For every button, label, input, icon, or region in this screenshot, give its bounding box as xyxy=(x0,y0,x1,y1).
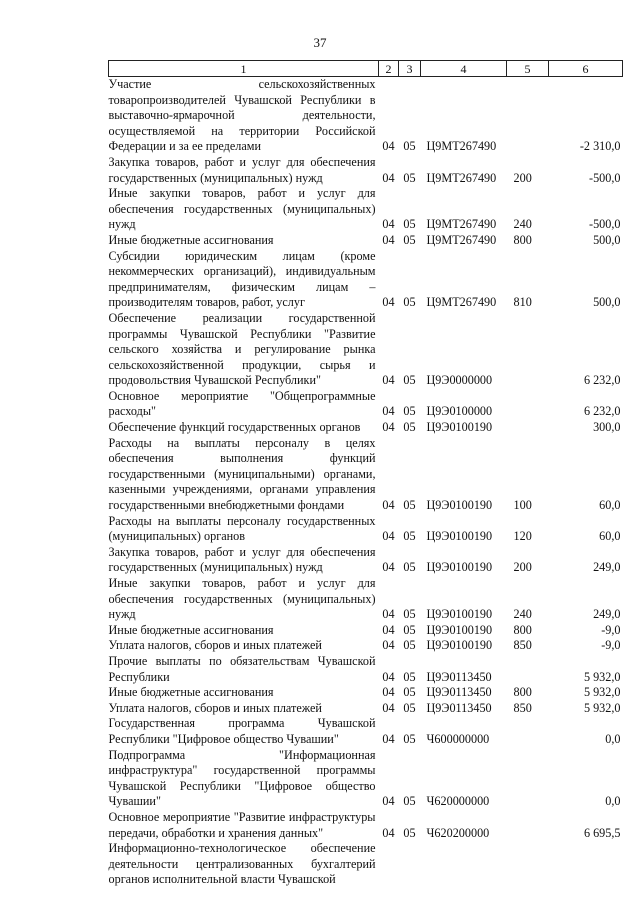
cell-sum: 500,0 xyxy=(593,295,621,310)
cell-csr: Ц9Э0100190 xyxy=(426,638,493,653)
cell-pr: 05 xyxy=(403,295,416,310)
cell-name: Субсидии юридическим лицам (кроме некоммерческих организаций), индивидуальным предпринимателям, физическим лицам – производителям товаров, работ, услуг xyxy=(108,248,376,310)
cell-sum: 5 932,0 xyxy=(583,685,621,700)
cell-sum: -2 310,0 xyxy=(579,139,621,154)
cell-csr: Ц9Э0113450 xyxy=(426,700,492,715)
cell-csr: Ц9Э0100000 xyxy=(426,404,493,419)
cell-vr xyxy=(507,716,549,747)
cell-name: Информационно-технологическое обеспечение деятельности централизованных бухгалтерий органов исполнительной власти Чувашской xyxy=(108,841,376,887)
cell-sum: 5 932,0 xyxy=(583,669,621,684)
cell-pr: 05 xyxy=(403,232,416,247)
cell-rz: 04 xyxy=(382,529,395,544)
cell-rz: 04 xyxy=(382,404,395,419)
cell-sum: 6 232,0 xyxy=(583,404,621,419)
col-header-sum: 6 xyxy=(549,61,623,77)
cell-rz: 04 xyxy=(382,669,395,684)
table-row xyxy=(109,638,623,654)
cell-pr: 05 xyxy=(403,170,416,185)
cell-vr xyxy=(507,810,549,841)
cell-name: Закупка товаров, работ и услуг для обеспечения государственных (муниципальных) нужд xyxy=(108,154,376,185)
cell-name: Иные закупки товаров, работ и услуг для обеспечения государственных (муниципальных) нужд xyxy=(108,576,376,622)
cell-vr: 240 xyxy=(513,607,532,622)
cell-vr xyxy=(507,311,549,389)
table-row xyxy=(109,311,623,389)
cell-sum: 5 932,0 xyxy=(583,700,621,715)
cell-csr: Ц9МТ267490 xyxy=(426,139,497,154)
cell-rz: 04 xyxy=(382,373,395,388)
cell-pr: 05 xyxy=(403,700,416,715)
cell-rz xyxy=(379,841,399,888)
table-row xyxy=(109,716,623,747)
table-header-row xyxy=(109,61,623,77)
cell-pr: 05 xyxy=(403,373,416,388)
table-row xyxy=(109,654,623,685)
page-number: 37 xyxy=(313,35,327,50)
table-row xyxy=(109,701,623,717)
cell-csr: Ц9Э0100190 xyxy=(426,498,493,513)
cell-csr: Ц9МТ267490 xyxy=(426,295,497,310)
cell-rz: 04 xyxy=(382,622,395,637)
table-row xyxy=(109,810,623,841)
cell-vr: 800 xyxy=(513,232,532,247)
cell-pr: 05 xyxy=(403,529,416,544)
cell-pr: 05 xyxy=(403,825,416,840)
cell-csr: Ц9Э0113450 xyxy=(426,669,492,684)
cell-sum: 6 695,5 xyxy=(583,825,621,840)
cell-rz: 04 xyxy=(382,139,395,154)
cell-sum: 300,0 xyxy=(593,420,621,435)
cell-csr: Ч620000000 xyxy=(426,794,490,809)
cell-pr: 05 xyxy=(403,731,416,746)
table-row xyxy=(109,576,623,623)
cell-csr: Ц9Э0100190 xyxy=(426,560,493,575)
cell-pr: 05 xyxy=(403,669,416,684)
cell-csr: Ц9Э0100190 xyxy=(426,622,493,637)
cell-rz: 04 xyxy=(382,560,395,575)
cell-csr: Ц9Э0100190 xyxy=(426,420,493,435)
cell-vr xyxy=(507,654,549,685)
cell-sum: 0,0 xyxy=(605,731,621,746)
cell-sum: 60,0 xyxy=(599,498,621,513)
cell-name: Уплата налогов, сборов и иных платежей xyxy=(108,638,322,653)
table-row xyxy=(109,436,623,514)
col-header-name: 1 xyxy=(109,61,379,77)
cell-csr: Ц9Э0100190 xyxy=(426,607,493,622)
cell-name: Иные закупки товаров, работ и услуг для обеспечения государственных (муниципальных) нужд xyxy=(108,186,376,232)
table-row xyxy=(109,748,623,810)
cell-name: Уплата налогов, сборов и иных платежей xyxy=(108,700,322,715)
cell-sum: -500,0 xyxy=(589,170,621,185)
cell-vr xyxy=(507,748,549,810)
cell-pr xyxy=(399,841,421,888)
cell-csr: Ц9МТ267490 xyxy=(426,217,497,232)
cell-vr: 810 xyxy=(513,295,532,310)
cell-csr: Ч600000000 xyxy=(426,731,490,746)
table-row xyxy=(109,233,623,249)
cell-sum: 0,0 xyxy=(605,794,621,809)
cell-sum: 249,0 xyxy=(593,607,621,622)
cell-csr: Ц9Э0113450 xyxy=(426,685,492,700)
cell-sum: -500,0 xyxy=(589,217,621,232)
cell-pr: 05 xyxy=(403,794,416,809)
cell-vr: 120 xyxy=(513,529,532,544)
cell-pr: 05 xyxy=(403,404,416,419)
table-row xyxy=(109,389,623,420)
cell-name: Основное мероприятие "Развитие инфраструктуры передачи, обработки и хранения данных" xyxy=(108,809,376,840)
cell-vr xyxy=(507,841,549,888)
cell-vr xyxy=(507,420,549,436)
cell-vr: 200 xyxy=(513,170,532,185)
cell-vr: 800 xyxy=(513,685,532,700)
table-row xyxy=(109,77,623,155)
cell-name: Иные бюджетные ассигнования xyxy=(108,232,274,247)
table-row xyxy=(109,420,623,436)
cell-rz: 04 xyxy=(382,731,395,746)
cell-name: Расходы на выплаты персоналу в целях обеспечения выполнения функций государственными (муниципальными) органами, казенными учреждениями, органами управления государственными внебюджетными фондами xyxy=(108,435,376,513)
cell-rz: 04 xyxy=(382,170,395,185)
cell-pr: 05 xyxy=(403,638,416,653)
cell-rz: 04 xyxy=(382,295,395,310)
cell-pr: 05 xyxy=(403,217,416,232)
cell-sum: 6 232,0 xyxy=(583,373,621,388)
cell-pr: 05 xyxy=(403,685,416,700)
table-row xyxy=(109,186,623,233)
cell-pr: 05 xyxy=(403,498,416,513)
cell-name: Участие сельскохозяйственных товаропроизводителей Чувашской Республики в выставочно-ярмарочной деятельности, осуществляемой на территории Российской Федерации и за ее пределами xyxy=(108,77,376,154)
cell-rz: 04 xyxy=(382,232,395,247)
cell-csr: Ц9Э0000000 xyxy=(426,373,493,388)
cell-name: Иные бюджетные ассигнования xyxy=(108,622,274,637)
cell-name: Подпрограмма "Информационная инфраструктура" государственной программы Чувашской Республики "Цифровое общество Чувашии" xyxy=(108,747,376,809)
cell-rz: 04 xyxy=(382,638,395,653)
cell-name: Расходы на выплаты персоналу государственных (муниципальных) органов xyxy=(108,513,376,544)
cell-vr: 100 xyxy=(513,498,532,513)
cell-name: Иные бюджетные ассигнования xyxy=(108,685,274,700)
cell-vr: 850 xyxy=(513,638,532,653)
cell-sum xyxy=(549,841,623,888)
cell-rz: 04 xyxy=(382,498,395,513)
cell-csr xyxy=(421,841,507,888)
table-row xyxy=(109,841,623,888)
cell-csr: Ц9МТ267490 xyxy=(426,170,497,185)
table-row xyxy=(109,249,623,311)
cell-sum: 500,0 xyxy=(593,232,621,247)
cell-rz: 04 xyxy=(382,685,395,700)
cell-pr: 05 xyxy=(403,420,416,435)
cell-rz: 04 xyxy=(382,217,395,232)
cell-rz: 04 xyxy=(382,825,395,840)
cell-sum: 60,0 xyxy=(599,529,621,544)
cell-pr: 05 xyxy=(403,560,416,575)
col-header-rz: 2 xyxy=(379,61,399,77)
cell-name: Закупка товаров, работ и услуг для обеспечения государственных (муниципальных) нужд xyxy=(108,544,376,575)
cell-csr: Ц9МТ267490 xyxy=(426,232,497,247)
cell-csr: Ц9Э0100190 xyxy=(426,529,493,544)
table-row xyxy=(109,545,623,576)
cell-sum: -9,0 xyxy=(601,622,621,637)
cell-pr: 05 xyxy=(403,622,416,637)
cell-sum: 249,0 xyxy=(593,560,621,575)
cell-vr: 200 xyxy=(513,560,532,575)
table-row xyxy=(109,623,623,639)
cell-rz: 04 xyxy=(382,607,395,622)
cell-name: Обеспечение реализации государственной программы Чувашской Республики "Развитие сельского хозяйства и регулирование рынка сельскохозяйственной продукции, сырья и продовольствия Чувашской Республики" xyxy=(108,310,376,388)
col-header-pr: 3 xyxy=(399,61,421,77)
cell-pr: 05 xyxy=(403,607,416,622)
cell-vr xyxy=(507,389,549,420)
table-row xyxy=(109,155,623,186)
col-header-csr: 4 xyxy=(421,61,507,77)
cell-rz: 04 xyxy=(382,420,395,435)
cell-rz: 04 xyxy=(382,700,395,715)
budget-table xyxy=(108,60,623,888)
cell-csr: Ч620200000 xyxy=(426,825,490,840)
cell-name: Основное мероприятие "Общепрограммные расходы" xyxy=(108,388,376,419)
cell-vr: 240 xyxy=(513,217,532,232)
cell-name: Обеспечение функций государственных органов xyxy=(108,420,361,435)
table-row xyxy=(109,685,623,701)
cell-vr: 850 xyxy=(513,700,532,715)
table-row xyxy=(109,514,623,545)
cell-rz: 04 xyxy=(382,794,395,809)
cell-sum: -9,0 xyxy=(601,638,621,653)
cell-vr xyxy=(507,77,549,155)
cell-pr: 05 xyxy=(403,139,416,154)
col-header-vr: 5 xyxy=(507,61,549,77)
cell-vr: 800 xyxy=(513,622,532,637)
cell-name: Государственная программа Чувашской Республики "Цифровое общество Чувашии" xyxy=(108,716,376,746)
cell-name: Прочие выплаты по обязательствам Чувашской Республики xyxy=(108,653,376,684)
